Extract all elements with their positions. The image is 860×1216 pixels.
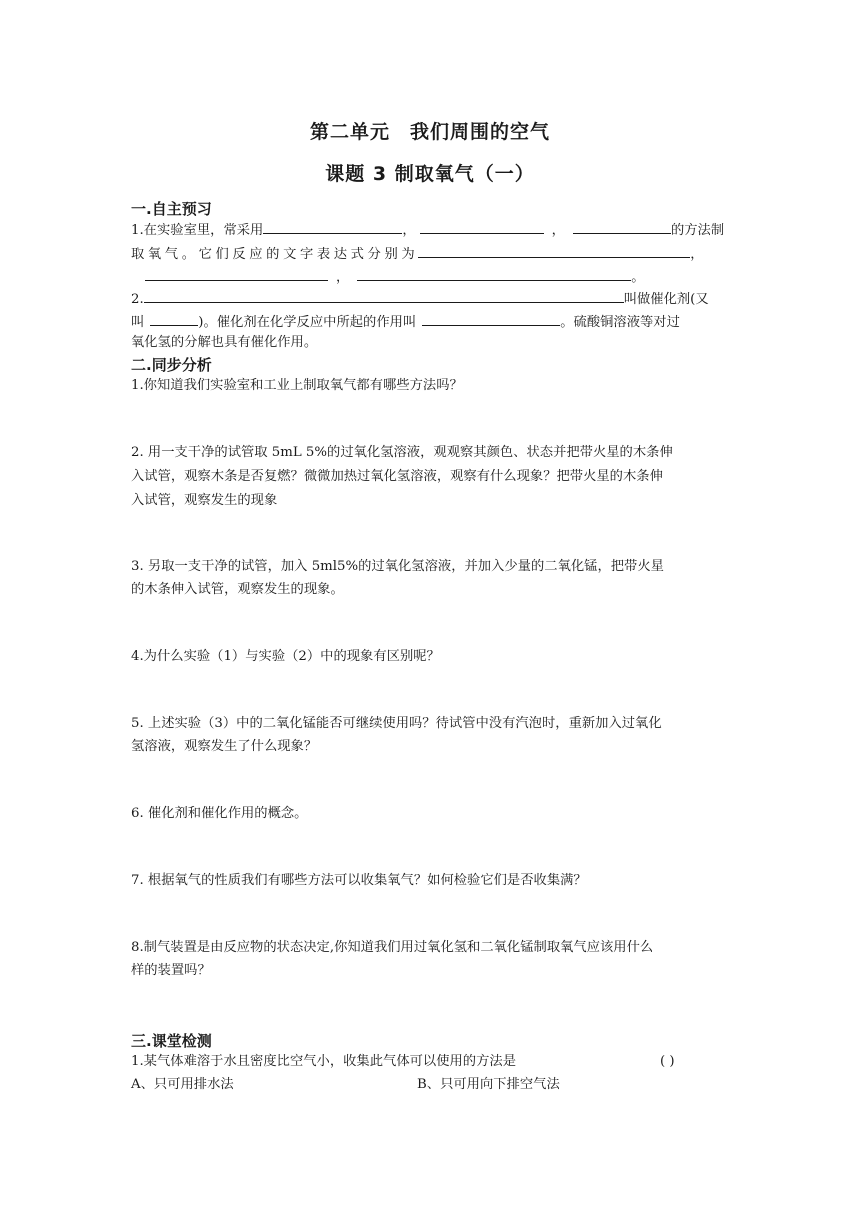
analysis-q5-line2: 氢溶液，观察发生了什么现象？ <box>131 739 318 754</box>
analysis-q3-line1: 3. 另取一支干净的试管，加入 5ml5%的过氧化氢溶液，并加入少量的二氧化锰，把带火星 <box>131 559 664 574</box>
answer-blank[interactable] <box>418 243 690 258</box>
analysis-q4: 4.为什么实验（1）与实验（2）中的现象有区别呢？ <box>131 649 440 664</box>
analysis-q3-line2: 的木条伸入试管，观察发生的现象。 <box>131 582 344 597</box>
analysis-q2-line2: 入试管，观察木条是否复燃？微微加热过氧化氢溶液，观察有什么现象？把带火星的木条伸 <box>131 469 663 484</box>
answer-blank[interactable] <box>150 311 198 326</box>
test-q1: 1.某气体难溶于水且密度比空气小，收集此气体可以使用的方法是 <box>131 1054 516 1069</box>
preview-q2-line2: 叫 )。催化剂在化学反应中所起的作用叫 。硫酸铜溶液等对过 <box>131 311 733 333</box>
preview-q1-line2: 取氧气。它们反应的文字表达式分别为 ， <box>131 243 733 265</box>
section-heading-analysis: 二.同步分析 <box>131 356 212 374</box>
analysis-q8-line2: 样的装置吗？ <box>131 963 211 978</box>
analysis-q2-line3: 入试管，观察发生的现象 <box>131 493 278 508</box>
analysis-q1: 1.你知道我们实验室和工业上制取氧气都有哪些方法吗？ <box>131 378 463 393</box>
answer-blank[interactable] <box>357 266 631 281</box>
answer-blank[interactable] <box>145 266 328 281</box>
answer-blank[interactable] <box>422 311 560 326</box>
analysis-q5-line1: 5. 上述实验（3）中的二氧化锰能否可继续使用吗？待试管中没有汽泡时，重新加入过氧化 <box>131 716 662 731</box>
unit-title: 第二单元 我们周围的空气 <box>309 121 550 143</box>
section-heading-test: 三.课堂检测 <box>131 1032 212 1050</box>
section-heading-preview: 一.自主预习 <box>131 200 212 218</box>
preview-q2-line3: 氧化氢的分解也具有催化作用。 <box>131 335 318 350</box>
answer-blank[interactable] <box>573 219 671 234</box>
analysis-q7: 7. 根据氧气的性质我们有哪些方法可以收集氧气？如何检验它们是否收集满？ <box>131 873 587 888</box>
answer-blank[interactable] <box>420 219 544 234</box>
option-a[interactable]: A、只可用排水法 <box>131 1077 234 1092</box>
analysis-q6: 6. 催化剂和催化作用的概念。 <box>131 806 308 821</box>
preview-q2-line1: 2. 叫做催化剂(又 <box>131 288 733 310</box>
analysis-q8-line1: 8.制气装置是由反应物的状态决定,你知道我们用过氧化氢和二氧化锰制取氧气应该用什么 <box>131 940 654 955</box>
preview-q1-line3: ， 。 <box>131 266 733 288</box>
preview-q1-line1: 1.在实验室里，常采用 ， ， 的方法制 <box>131 219 733 241</box>
lesson-title: 课题 3 制取氧气（一） <box>325 163 535 185</box>
option-b[interactable]: B、只可用向下排空气法 <box>417 1077 560 1092</box>
answer-bracket[interactable]: ( ) <box>660 1054 675 1069</box>
answer-blank[interactable] <box>263 219 402 234</box>
answer-blank[interactable] <box>144 288 624 303</box>
analysis-q2-line1: 2. 用一支干净的试管取 5mL 5%的过氧化氢溶液，观观察其颜色、状态并把带火星的木条伸 <box>131 445 673 460</box>
